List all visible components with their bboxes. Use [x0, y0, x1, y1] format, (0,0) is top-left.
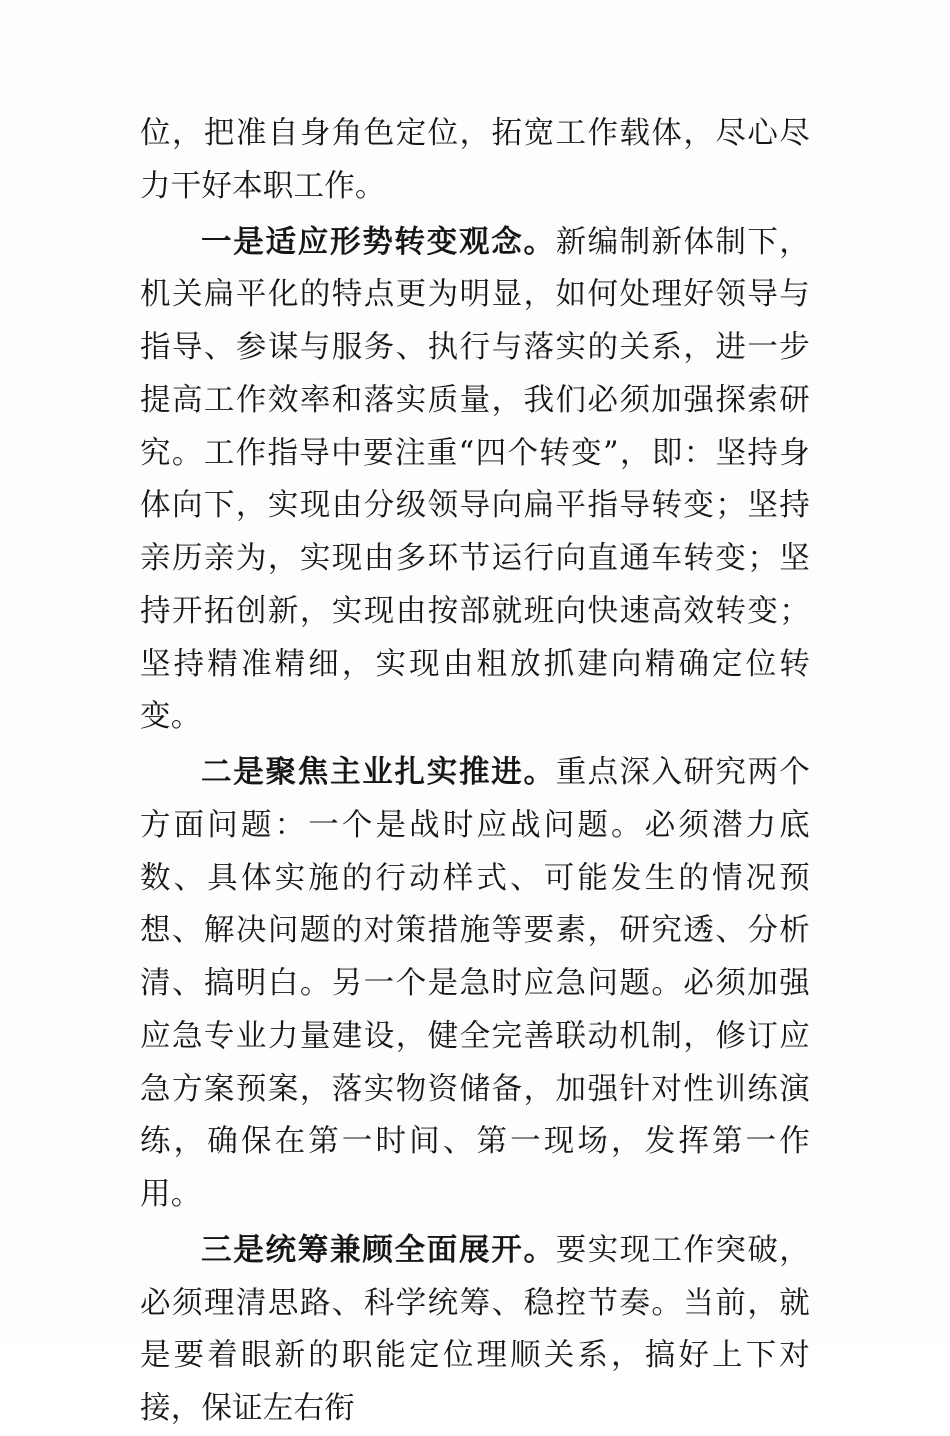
paragraph-2-text: 新编制新体制下，机关扁平化的特点更为明显，如何处理好领导与指导、参谋与服务、执行与落实的关系，进一步提高工作效率和落实质量，我们必须加强探索研究。工作指导中要注重“四个转变”，即：坚持身体向下，实现由分级领导向扁平指导转变；坚持亲历亲为，实现由多环节运行向直通车转变；坚持开拓创新，实现由按部就班向快速高效转变；坚持精准精细，实现由粗放抓建向精确定位转变。 — [140, 224, 810, 735]
paragraph-3 — [140, 746, 810, 1222]
paragraph-1 — [140, 108, 810, 214]
paragraph-4-lead: 三是统筹兼顾全面展开。 — [201, 1231, 556, 1268]
paragraph-3-text: 重点深入研究两个方面问题：一个是战时应战问题。必须潜力底数、具体实施的行动样式、可能发生的情况预想、解决问题的对策措施等要素，研究透、分析清、搞明白。另一个是急时应急问题。必须加强应急专业力量建设，健全完善联动机制，修订应急方案预案，落实物资储备，加强针对性训练演练，确保在第一时间、第一现场，发挥第一作用。 — [140, 755, 810, 1212]
paragraph-2 — [140, 216, 810, 745]
paragraph-4-text: 要实现工作突破，必须理清思路、科学统筹、稳控节奏。当前，就是要着眼新的职能定位理顺关系，搞好上下对接，保证左右衔 — [140, 1232, 810, 1426]
paragraph-3-lead: 二是聚焦主业扎实推进。 — [201, 754, 556, 790]
paragraph-2-lead: 一是适应形势转变观念。 — [201, 223, 556, 260]
document-body — [140, 108, 810, 1436]
paragraph-1-text: 位，把准自身角色定位，拓宽工作载体，尽心尽力干好本职工作。 — [140, 116, 810, 204]
paragraph-4 — [140, 1224, 810, 1436]
